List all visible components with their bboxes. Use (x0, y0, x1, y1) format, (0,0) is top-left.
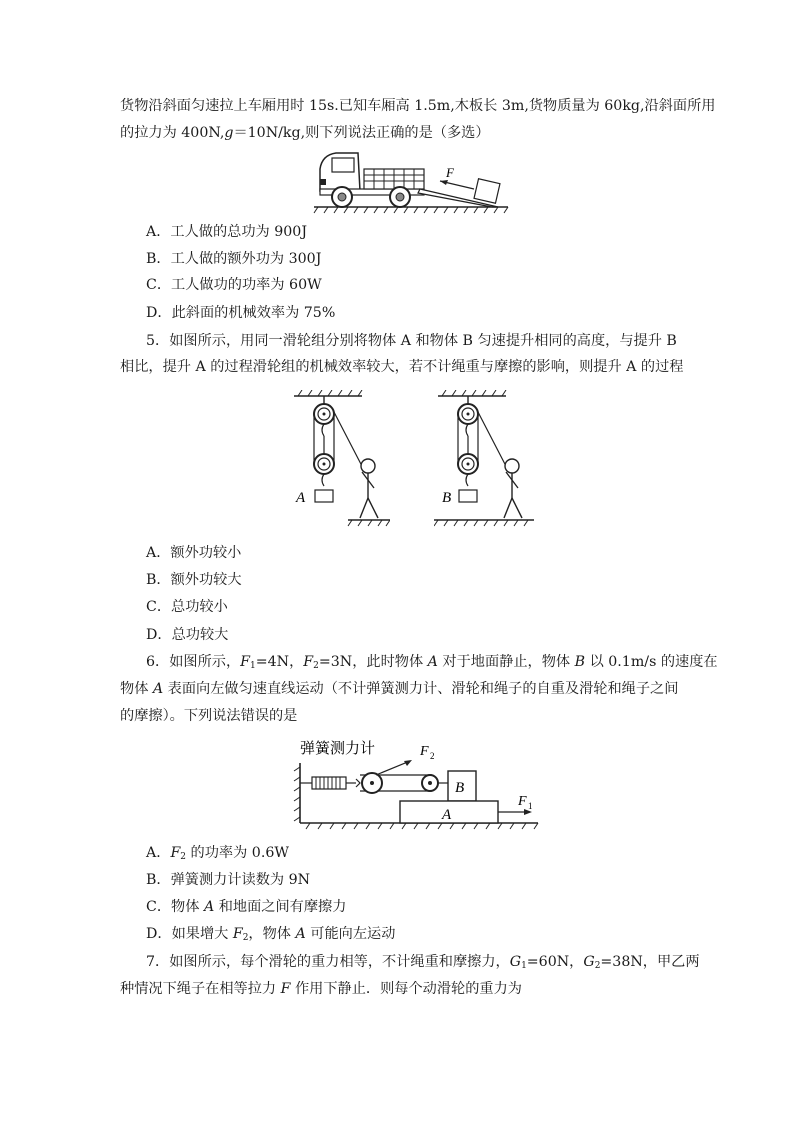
q6-f1-sub: 1 (250, 661, 256, 671)
q6-option-b[interactable]: B．弹簧测力计读数为 9N (146, 872, 311, 888)
q6-opt-text: D．如果增大 (146, 926, 233, 942)
q6-a-symbol: A (427, 654, 438, 670)
q7-g1-sub: 1 (521, 961, 527, 971)
q6-option-c[interactable] (146, 897, 346, 917)
q4-text-line-1: 货物沿斜面匀速拉上车厢用时 15s.已知车厢高 1.5m,木板长 3m,货物质量为 60kg,沿斜面所用 (120, 98, 716, 114)
fig-block-b-label: B (455, 780, 465, 796)
q7-text-part: 种情况下绳子在相等拉力 (120, 981, 281, 997)
q4-text-part: 的拉力为 400N, (120, 125, 225, 141)
q6-text-part: 物体 (120, 681, 153, 697)
q4-option-d[interactable]: D．此斜面的机械效率为 75% (146, 305, 336, 321)
q6-option-a[interactable] (146, 843, 289, 867)
q6-text-line-1 (146, 652, 718, 676)
fig-f2-sub: 2 (430, 751, 435, 761)
q6-text-part: =4N， (255, 654, 304, 670)
q6-text-part: 6．如图所示， (146, 654, 241, 670)
q5-option-a[interactable]: A．额外功较小 (146, 545, 242, 561)
q6-f2-sub: 2 (313, 661, 319, 671)
q7-text-part: 作用下静止．则每个动滑轮的重力为 (290, 981, 522, 997)
q6-opt-a-symbol: A (295, 926, 306, 942)
q4-option-b[interactable]: B．工人做的额外功为 300J (146, 251, 322, 267)
q6-opt-text: 和地面之间有摩擦力 (214, 899, 347, 915)
q7-g2-sub: 2 (594, 961, 601, 971)
truck-force-label: F (446, 165, 454, 180)
q6-opt-text: 可能向左运动 (305, 926, 396, 942)
q6-opt-f-symbol: F (232, 926, 243, 942)
q4-option-a[interactable]: A．工人做的总功为 900J (146, 224, 308, 240)
pulley-figure-a (290, 390, 390, 532)
q6-text-part: 以 0.1m/s 的速度在 (585, 654, 718, 670)
q6-b-symbol: B (574, 654, 586, 670)
q7-f-symbol: F (280, 981, 291, 997)
q4-text-part: ＝10N/kg,则下列说法正确的是（多选） (233, 125, 490, 141)
q7-text-part: 7．如图所示，每个滑轮的重力相等，不计绳重和摩擦力， (146, 954, 510, 970)
fig-f1-label: F (518, 794, 527, 809)
truck-ramp-figure (312, 147, 512, 215)
q6-f2-symbol: F (303, 654, 314, 670)
pulley-figure-b (434, 390, 534, 532)
q6-opt-text: 的功率为 0.6W (186, 845, 289, 861)
q7-text-line-1 (146, 952, 700, 976)
q6-text-line-3: 的摩擦）。下列说法错误的是 (120, 708, 298, 724)
q6-text-part: =3N，此时物体 (318, 654, 428, 670)
spring-scale-figure (292, 735, 542, 830)
q6-opt-text: C．物体 (146, 899, 204, 915)
q5-text-line-2: 相比，提升 A 的过程滑轮组的机械效率较大，若不计绳重与摩擦的影响，则提升 A 的过程 (120, 359, 684, 375)
q6-opt-text: ，物体 (248, 926, 296, 942)
q4-option-c[interactable]: C．工人做功的功率为 60W (146, 277, 322, 293)
pulley-label-a: A (296, 490, 306, 506)
q5-option-b[interactable]: B．额外功较大 (146, 572, 242, 588)
q5-option-c[interactable]: C．总功较小 (146, 599, 228, 615)
q6-opt-a-symbol: A (203, 899, 215, 915)
q7-g2-symbol: G (583, 954, 595, 970)
fig-block-a-label: A (442, 807, 452, 823)
q5-text-line-1: 5．如图所示，用同一滑轮组分别将物体 A 和物体 B 匀速提升相同的高度，与提升 B (146, 333, 677, 349)
q6-text-line-2 (120, 679, 678, 699)
q6-opt-f-sub: 2 (180, 852, 187, 862)
q6-f1-symbol: F (240, 654, 251, 670)
q6-a-symbol: A (152, 681, 164, 697)
q5-option-d[interactable]: D．总功较大 (146, 627, 229, 643)
q7-text-part: =38N，甲乙两 (600, 954, 700, 970)
q6-opt-f-symbol: F (170, 845, 181, 861)
q6-option-d[interactable] (146, 924, 395, 948)
q4-g-symbol: g (224, 125, 234, 141)
q7-text-line-2 (120, 979, 522, 999)
q6-opt-f-sub: 2 (242, 933, 249, 943)
pulley-label-b: B (442, 490, 452, 506)
spring-scale-title: 弹簧测力计 (300, 739, 376, 757)
q4-text-line-2 (120, 123, 490, 143)
fig-f1-sub: 1 (528, 801, 533, 811)
q6-text-part: 对于地面静止，物体 (437, 654, 575, 670)
q7-text-part: =60N， (526, 954, 584, 970)
q6-text-part: 表面向左做匀速直线运动（不计弹簧测力计、滑轮和绳子的自重及滑轮和绳子之间 (163, 681, 679, 697)
fig-f2-label: F (420, 744, 429, 759)
q6-opt-text: A． (146, 845, 171, 861)
q7-g1-symbol: G (509, 954, 522, 970)
